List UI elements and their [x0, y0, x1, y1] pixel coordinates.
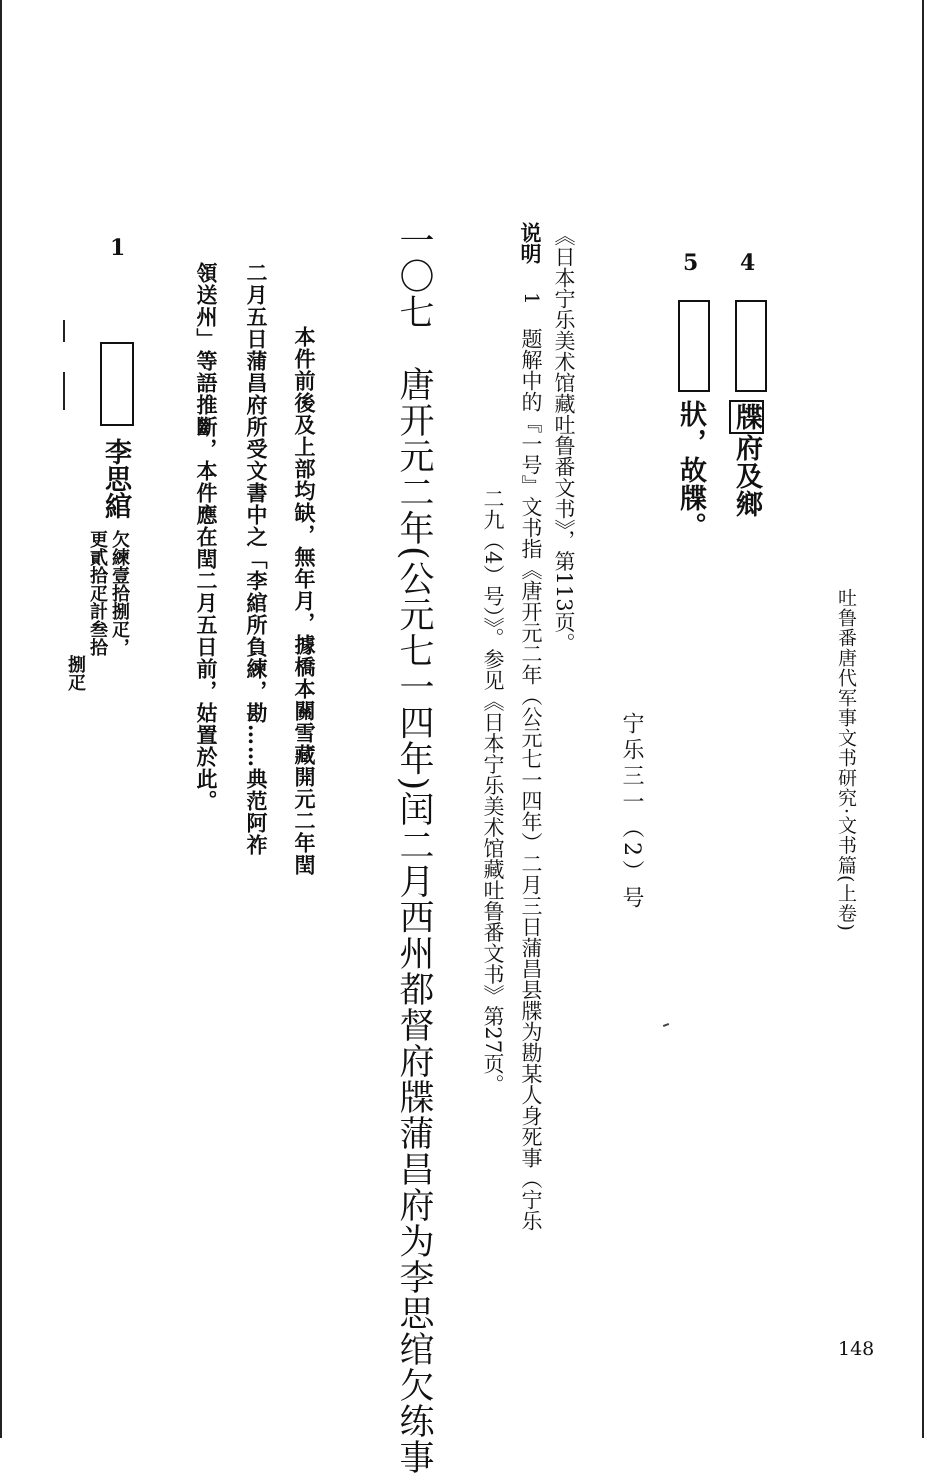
edition-number: 宁乐三一（2）号	[619, 712, 644, 912]
running-head: 吐鲁番唐代军事文书研究·文书篇(上卷)	[835, 588, 857, 932]
margin-tick-mark	[63, 320, 65, 342]
lacuna-box-line-5	[678, 300, 710, 392]
fragment-line-4	[733, 400, 760, 518]
line-number-1: 1	[110, 235, 126, 261]
fragment-line-4-text: 府及鄉	[731, 434, 762, 518]
entry-detail-c: 捌疋	[65, 655, 86, 691]
lacuna-box-line-4	[735, 300, 767, 392]
lacuna-box-line-1	[100, 342, 134, 426]
page-border-left	[0, 0, 2, 1438]
entry-detail-a: 欠練壹拾捌疋，	[109, 530, 130, 656]
margin-tick-mark	[63, 372, 65, 410]
page-number: 148	[838, 1338, 875, 1360]
entry-detail-b: 更貳拾疋計叁拾	[87, 530, 108, 656]
entry-name: 李思綰	[100, 438, 131, 519]
line-number-4: 4	[740, 250, 756, 276]
line-number-5: 5	[683, 250, 699, 276]
notes-label: 说明	[518, 222, 543, 264]
notes-line-1: 题解中的『一号』文书指《唐开元二年（公元七一四年）二月三日蒲昌县牒为勘某人身死事（宁乐	[519, 328, 543, 1231]
fragment-line-5: 狀，故牒。	[675, 400, 706, 540]
document-title: 一〇七 唐开元二年(公元七一四年)闰二月西州都督府牒蒲昌府为李思绾欠练事	[394, 222, 434, 1475]
notes-line-2: 二九（4）号）》。参见《日本宁乐美术馆藏吐鲁番文书》第27页。	[481, 488, 505, 1096]
page-border-right	[922, 0, 924, 1438]
commentary-line-3: 領送州」等語推斷，本件應在閏二月五日前，姑置於此。	[194, 262, 219, 812]
print-speck	[663, 1023, 669, 1027]
commentary-line-1: 本件前後及上部均缺，無年月，據橋本關雪藏開元二年閏	[292, 326, 317, 876]
commentary-line-2: 二月五日蒲昌府所受文書中之「李綰所負練，勘……典范阿祚	[244, 262, 269, 856]
source-citation: 《日本宁乐美术馆藏吐鲁番文书》，第113页。	[552, 225, 576, 654]
notes-item-number: 1	[520, 292, 544, 305]
boxed-character: 牒	[729, 400, 764, 434]
